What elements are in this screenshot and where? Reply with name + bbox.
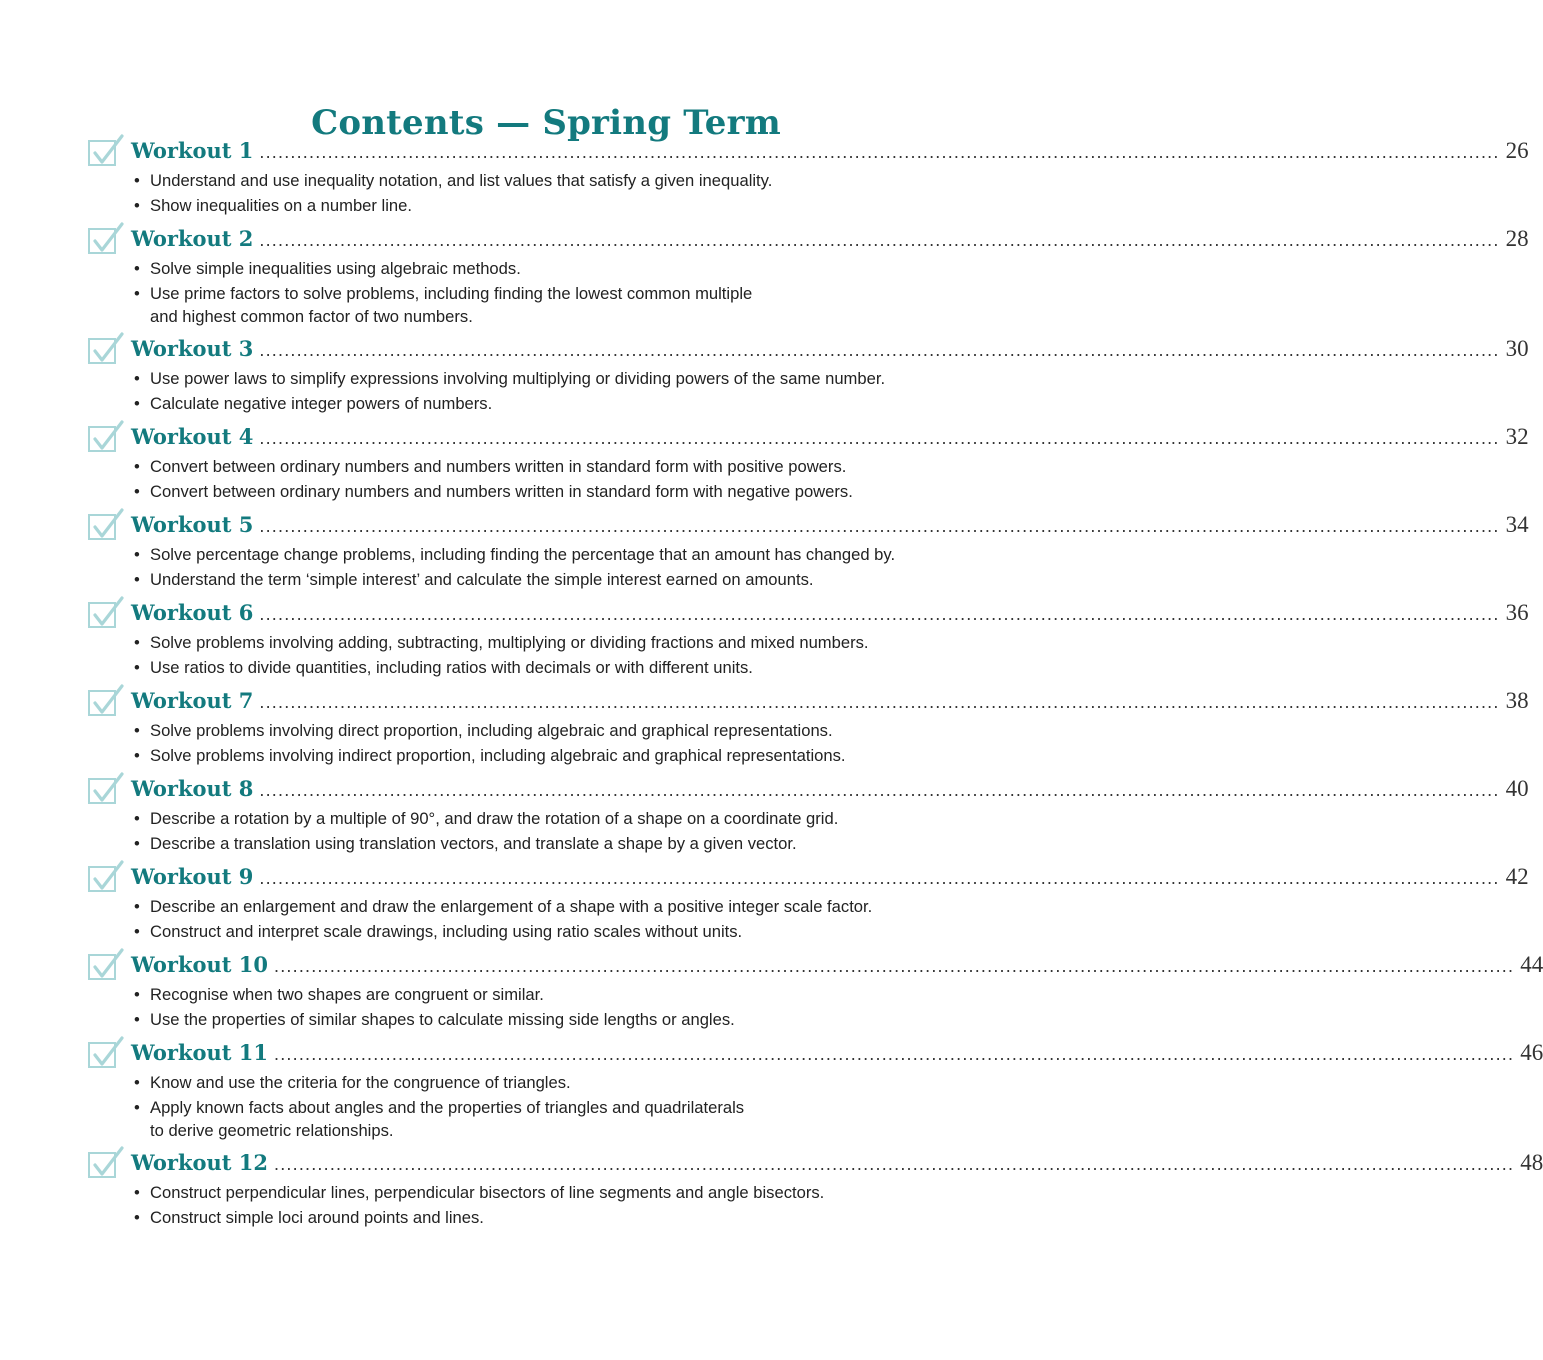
- checkbox-icon[interactable]: [88, 338, 116, 364]
- workout-title[interactable]: Workout 10: [131, 952, 269, 977]
- objective-text: Know and use the criteria for the congruence of triangles.: [150, 1073, 571, 1092]
- bullet-icon: •: [134, 1073, 140, 1092]
- checkbox-icon[interactable]: [88, 778, 116, 804]
- objective-item: [131, 169, 971, 192]
- checkbox-icon[interactable]: [88, 426, 116, 452]
- objective-item: [131, 1181, 971, 1204]
- dot-leader: ........................................................................................................................................................................................................: [259, 692, 1500, 712]
- page-number[interactable]: 28: [1505, 226, 1529, 251]
- checkbox-icon[interactable]: [88, 140, 116, 166]
- objective-text: Use power laws to simplify expressions involving multiplying or dividing powers of the same number.: [150, 369, 886, 388]
- checkbox-icon[interactable]: [88, 866, 116, 892]
- objective-item: [131, 983, 971, 1006]
- objective-text: Solve problems involving indirect proportion, including algebraic and graphical representations.: [150, 746, 846, 765]
- workout-title[interactable]: Workout 3: [131, 336, 254, 361]
- page-number[interactable]: 38: [1505, 688, 1529, 713]
- toc-heading-row[interactable]: [131, 952, 1543, 982]
- objectives-list: [131, 169, 971, 219]
- objective-text: Use ratios to divide quantities, including ratios with decimals or with different units.: [150, 658, 753, 677]
- workout-title[interactable]: Workout 8: [131, 776, 254, 801]
- objective-item: [131, 719, 971, 742]
- objectives-list: [131, 807, 971, 857]
- page-number[interactable]: 48: [1520, 1150, 1543, 1175]
- objective-item: [131, 920, 971, 943]
- page-number[interactable]: 40: [1505, 776, 1529, 801]
- bullet-icon: •: [134, 922, 140, 941]
- bullet-icon: •: [134, 570, 140, 589]
- dot-leader: ........................................................................................................................................................................................................: [259, 340, 1500, 360]
- objective-text: Use prime factors to solve problems, including finding the lowest common multiple and highest common factor of two numbers.: [150, 284, 753, 326]
- bullet-icon: •: [134, 369, 140, 388]
- objective-text: Solve problems involving direct proportion, including algebraic and graphical representations.: [150, 721, 833, 740]
- checkmark-icon: [92, 595, 126, 629]
- bullet-icon: •: [134, 1010, 140, 1029]
- toc-heading-row[interactable]: [131, 512, 1529, 542]
- workout-title[interactable]: Workout 9: [131, 864, 254, 889]
- objective-text: Describe a translation using translation vectors, and translate a shape by a given vector.: [150, 834, 797, 853]
- dot-leader: ........................................................................................................................................................................................................: [259, 142, 1500, 162]
- objective-item: [131, 1096, 971, 1142]
- workout-title[interactable]: Workout 4: [131, 424, 254, 449]
- checkmark-icon: [92, 133, 126, 167]
- checkbox-icon[interactable]: [88, 514, 116, 540]
- bullet-icon: •: [134, 633, 140, 652]
- objective-item: [131, 1008, 971, 1031]
- objectives-list: [131, 455, 971, 505]
- objective-text: Apply known facts about angles and the properties of triangles and quadrilaterals to derive geometric relationships.: [150, 1098, 745, 1140]
- dot-leader: ........................................................................................................................................................................................................: [259, 428, 1500, 448]
- objective-text: Construct and interpret scale drawings, including using ratio scales without units.: [150, 922, 743, 941]
- bullet-icon: •: [134, 545, 140, 564]
- objective-item: [131, 656, 971, 679]
- workout-title[interactable]: Workout 1: [131, 138, 254, 163]
- objectives-list: [131, 1181, 971, 1231]
- toc-heading-row[interactable]: [131, 336, 1529, 366]
- toc-heading-row[interactable]: [131, 1150, 1543, 1180]
- objective-item: [131, 807, 971, 830]
- page-number[interactable]: 46: [1520, 1040, 1543, 1065]
- objective-item: [131, 568, 971, 591]
- bullet-icon: •: [134, 394, 140, 413]
- bullet-icon: •: [134, 1208, 140, 1227]
- checkmark-icon: [92, 1035, 126, 1069]
- workout-title[interactable]: Workout 6: [131, 600, 254, 625]
- objective-item: [131, 543, 971, 566]
- objective-text: Solve percentage change problems, including finding the percentage that an amount has changed by.: [150, 545, 896, 564]
- toc-heading-row[interactable]: [131, 776, 1529, 806]
- toc-heading-row[interactable]: [131, 1040, 1543, 1070]
- workout-title[interactable]: Workout 12: [131, 1150, 269, 1175]
- bullet-icon: •: [134, 985, 140, 1004]
- objective-item: [131, 392, 971, 415]
- bullet-icon: •: [134, 457, 140, 476]
- objective-text: Solve simple inequalities using algebraic methods.: [150, 259, 521, 278]
- checkmark-icon: [92, 771, 126, 805]
- objectives-list: [131, 257, 971, 330]
- checkbox-icon[interactable]: [88, 1042, 116, 1068]
- bullet-icon: •: [134, 1183, 140, 1202]
- workout-title[interactable]: Workout 2: [131, 226, 254, 251]
- page-number[interactable]: 30: [1505, 336, 1529, 361]
- workout-title[interactable]: Workout 5: [131, 512, 254, 537]
- objective-text: Describe an enlargement and draw the enlargement of a shape with a positive integer scale factor.: [150, 897, 873, 916]
- page-number[interactable]: 32: [1505, 424, 1529, 449]
- objective-text: Use the properties of similar shapes to calculate missing side lengths or angles.: [150, 1010, 735, 1029]
- checkbox-icon[interactable]: [88, 602, 116, 628]
- objectives-list: [131, 367, 971, 417]
- dot-leader: ........................................................................................................................................................................................................: [259, 780, 1500, 800]
- checkmark-icon: [92, 859, 126, 893]
- dot-leader: ........................................................................................................................................................................................................: [259, 230, 1500, 250]
- bullet-icon: •: [134, 259, 140, 278]
- bullet-icon: •: [134, 171, 140, 190]
- bullet-icon: •: [134, 482, 140, 501]
- bullet-icon: •: [134, 196, 140, 215]
- dot-leader: ........................................................................................................................................................................................................: [274, 1044, 1515, 1064]
- objective-text: Understand and use inequality notation, and list values that satisfy a given inequality.: [150, 171, 773, 190]
- objective-text: Describe a rotation by a multiple of 90°, and draw the rotation of a shape on a coordinate grid.: [150, 809, 839, 828]
- toc-heading-row[interactable]: [131, 138, 1529, 168]
- workout-title[interactable]: Workout 7: [131, 688, 254, 713]
- bullet-icon: •: [134, 658, 140, 677]
- objective-item: [131, 1071, 971, 1094]
- objectives-list: [131, 543, 971, 593]
- bullet-icon: •: [134, 284, 140, 303]
- objective-item: [131, 257, 971, 280]
- page-number[interactable]: 42: [1505, 864, 1529, 889]
- checkmark-icon: [92, 1145, 126, 1179]
- bullet-icon: •: [134, 809, 140, 828]
- objective-text: Convert between ordinary numbers and numbers written in standard form with positive powers.: [150, 457, 847, 476]
- page-number[interactable]: 36: [1505, 600, 1529, 625]
- toc-heading-row[interactable]: [131, 864, 1529, 894]
- bullet-icon: •: [134, 721, 140, 740]
- objective-item: [131, 367, 971, 390]
- objective-text: Show inequalities on a number line.: [150, 196, 412, 215]
- objective-item: [131, 895, 971, 918]
- dot-leader: ........................................................................................................................................................................................................: [274, 956, 1515, 976]
- checkbox-icon[interactable]: [88, 690, 116, 716]
- dot-leader: ........................................................................................................................................................................................................: [259, 516, 1500, 536]
- checkbox-icon[interactable]: [88, 1152, 116, 1178]
- page-number[interactable]: 44: [1520, 952, 1543, 977]
- toc-heading-row[interactable]: [131, 226, 1529, 256]
- objective-item: [131, 832, 971, 855]
- objective-item: [131, 744, 971, 767]
- objective-text: Convert between ordinary numbers and numbers written in standard form with negative powers.: [150, 482, 853, 501]
- dot-leader: ........................................................................................................................................................................................................: [274, 1154, 1515, 1174]
- bullet-icon: •: [134, 834, 140, 853]
- toc-heading-row[interactable]: [131, 424, 1529, 454]
- objectives-list: [131, 983, 971, 1033]
- objectives-list: [131, 631, 971, 681]
- toc-heading-row[interactable]: [131, 688, 1529, 718]
- toc-heading-row[interactable]: [131, 600, 1529, 630]
- objective-item: [131, 455, 971, 478]
- dot-leader: ........................................................................................................................................................................................................: [259, 868, 1500, 888]
- dot-leader: ........................................................................................................................................................................................................: [259, 604, 1500, 624]
- checkbox-icon[interactable]: [88, 228, 116, 254]
- objective-text: Calculate negative integer powers of numbers.: [150, 394, 493, 413]
- workout-title[interactable]: Workout 11: [131, 1040, 269, 1065]
- bullet-icon: •: [134, 1098, 140, 1117]
- objective-text: Construct perpendicular lines, perpendicular bisectors of line segments and angle bisectors.: [150, 1183, 825, 1202]
- checkmark-icon: [92, 947, 126, 981]
- checkmark-icon: [92, 507, 126, 541]
- objectives-list: [131, 895, 971, 945]
- bullet-icon: •: [134, 897, 140, 916]
- checkmark-icon: [92, 221, 126, 255]
- objective-item: [131, 631, 971, 654]
- objective-item: [131, 194, 971, 217]
- objective-text: Recognise when two shapes are congruent or similar.: [150, 985, 544, 1004]
- page-number[interactable]: 26: [1505, 138, 1529, 163]
- objective-text: Solve problems involving adding, subtracting, multiplying or dividing fractions and mixed numbers.: [150, 633, 869, 652]
- objectives-list: [131, 719, 971, 769]
- page-title: Contents — Spring Term: [311, 102, 781, 143]
- page-number[interactable]: 34: [1505, 512, 1529, 537]
- bullet-icon: •: [134, 746, 140, 765]
- checkmark-icon: [92, 419, 126, 453]
- objective-text: Understand the term ‘simple interest’ and calculate the simple interest earned on amounts.: [150, 570, 814, 589]
- objective-item: [131, 480, 971, 503]
- checkmark-icon: [92, 683, 126, 717]
- checkmark-icon: [92, 331, 126, 365]
- objective-item: [131, 1206, 971, 1229]
- objective-item: [131, 282, 971, 328]
- objectives-list: [131, 1071, 971, 1144]
- objective-text: Construct simple loci around points and lines.: [150, 1208, 484, 1227]
- checkbox-icon[interactable]: [88, 954, 116, 980]
